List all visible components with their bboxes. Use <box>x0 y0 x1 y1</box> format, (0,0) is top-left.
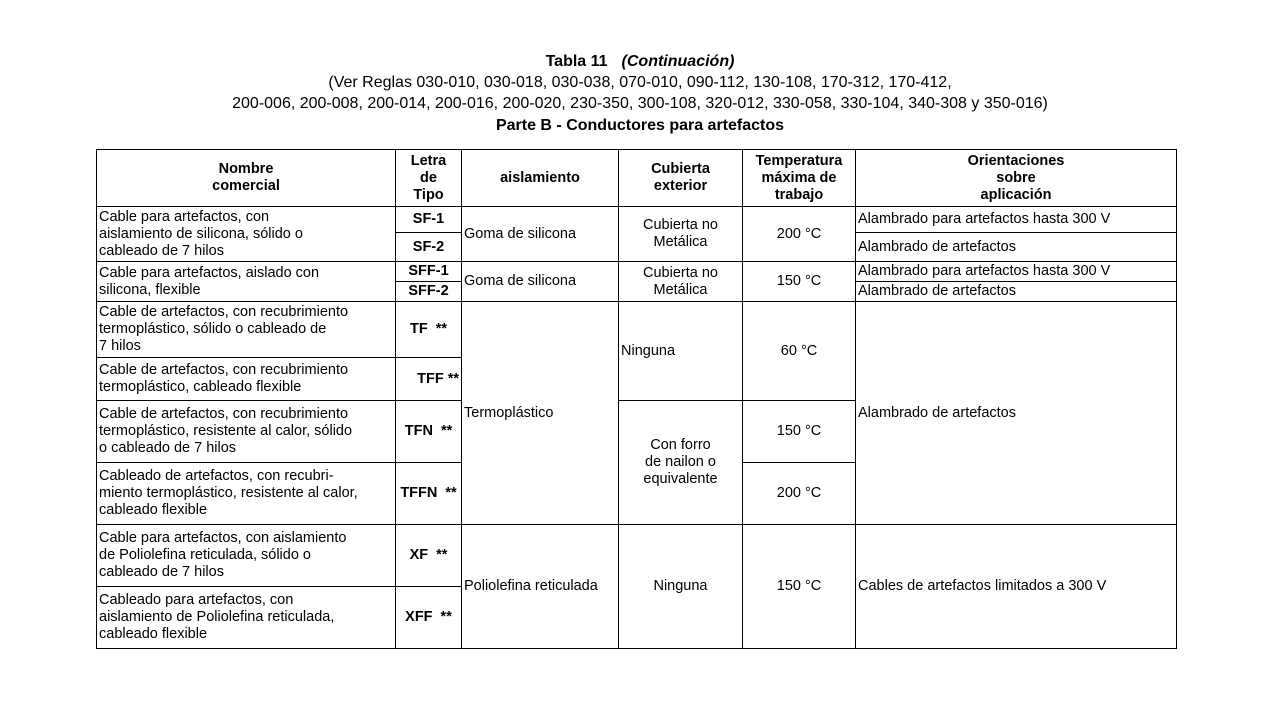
cell-temp-200-tffn: 200 °C <box>743 463 856 525</box>
table-row <box>97 525 1177 587</box>
cell-name-sf: Cable para artefactos, con aislamiento de silicona, sólido o cableado de 7 hilos <box>97 207 396 262</box>
cell-letter-sf2: SF-2 <box>396 233 462 262</box>
cell-letter-sff2: SFF-2 <box>396 282 462 302</box>
conductors-table <box>96 149 1177 649</box>
table-label: Tabla 11 <box>545 53 608 70</box>
table-row <box>97 207 1177 233</box>
cell-temp-xl: 150 °C <box>743 525 856 649</box>
cell-cover-sf: Cubierta no Metálica <box>619 207 743 262</box>
cell-insulation-sf: Goma de silicona <box>462 207 619 262</box>
cell-name-tff: Cable de artefactos, con recubrimiento termoplástico, cableado flexible <box>97 358 396 401</box>
cell-name-tfn: Cable de artefactos, con recubrimiento termoplástico, resistente al calor, sólido o cableado de 7 hilos <box>97 401 396 463</box>
col-header-cover: Cubierta exterior <box>619 150 743 207</box>
cell-cover-nylon: Con forro de nailon o equivalente <box>619 401 743 525</box>
cell-name-tf: Cable de artefactos, con recubrimiento termoplástico, sólido o cableado de 7 hilos <box>97 302 396 358</box>
cell-insulation-xl: Poliolefina reticulada <box>462 525 619 649</box>
cell-orient-thermo: Alambrado de artefactos <box>856 302 1177 525</box>
cell-insulation-thermo: Termoplástico <box>462 302 619 525</box>
part-title: Parte B - Conductores para artefactos <box>495 117 785 134</box>
col-header-letter: Letra de Tipo <box>396 150 462 207</box>
col-header-temp: Temperatura máxima de trabajo <box>743 150 856 207</box>
cell-name-xf: Cable para artefactos, con aislamiento de Poliolefina reticulada, sólido o cableado de 7 hilos <box>97 525 396 587</box>
cell-letter-tf: TF ** <box>396 302 462 358</box>
col-header-name: Nombre comercial <box>97 150 396 207</box>
cell-orient-xl: Cables de artefactos limitados a 300 V <box>856 525 1177 649</box>
cell-temp-60: 60 °C <box>743 302 856 401</box>
cell-letter-xff: XFF ** <box>396 587 462 649</box>
cell-temp-sff: 150 °C <box>743 262 856 302</box>
cell-cover-sff: Cubierta no Metálica <box>619 262 743 302</box>
table-header <box>0 52 1280 137</box>
cell-letter-tff: TFF ** <box>396 358 462 401</box>
table-row <box>97 262 1177 282</box>
cell-letter-tfn: TFN ** <box>396 401 462 463</box>
cell-cover-xl: Ninguna <box>619 525 743 649</box>
col-header-orient: Orientaciones sobre aplicación <box>856 150 1177 207</box>
cell-name-sff: Cable para artefactos, aislado con silicona, flexible <box>97 262 396 302</box>
cell-orient-sf2: Alambrado de artefactos <box>856 233 1177 262</box>
continuation-label: (Continuación) <box>621 53 735 70</box>
cell-letter-xf: XF ** <box>396 525 462 587</box>
header-row <box>97 150 1177 207</box>
col-header-insulation: aislamiento <box>462 150 619 207</box>
cell-orient-sff2: Alambrado de artefactos <box>856 282 1177 302</box>
cell-orient-sff1: Alambrado para artefactos hasta 300 V <box>856 262 1177 282</box>
cell-temp-150-tfn: 150 °C <box>743 401 856 463</box>
rules-reference-line-1: (Ver Reglas 030-010, 030-018, 030-038, 070-010, 090-112, 130-108, 170-312, 170-412, <box>328 74 952 91</box>
cell-letter-sff1: SFF-1 <box>396 262 462 282</box>
cell-name-tffn: Cableado de artefactos, con recubri- miento termoplástico, resistente al calor, cableado flexible <box>97 463 396 525</box>
cell-letter-sf1: SF-1 <box>396 207 462 233</box>
table-title <box>0 52 1280 72</box>
cell-name-xff: Cableado para artefactos, con aislamiento de Poliolefina reticulada, cableado flexible <box>97 587 396 649</box>
cell-orient-sf1: Alambrado para artefactos hasta 300 V <box>856 207 1177 233</box>
rules-reference-line-2: 200-006, 200-008, 200-014, 200-016, 200-020, 230-350, 300-108, 320-012, 330-058, 330-104, 340-308 y 350-016) <box>232 95 1048 112</box>
cell-letter-tffn: TFFN ** <box>396 463 462 525</box>
cell-temp-sf: 200 °C <box>743 207 856 262</box>
cell-cover-none-thermo: Ninguna <box>619 302 743 401</box>
cell-insulation-sff: Goma de silicona <box>462 262 619 302</box>
table-row <box>97 302 1177 358</box>
